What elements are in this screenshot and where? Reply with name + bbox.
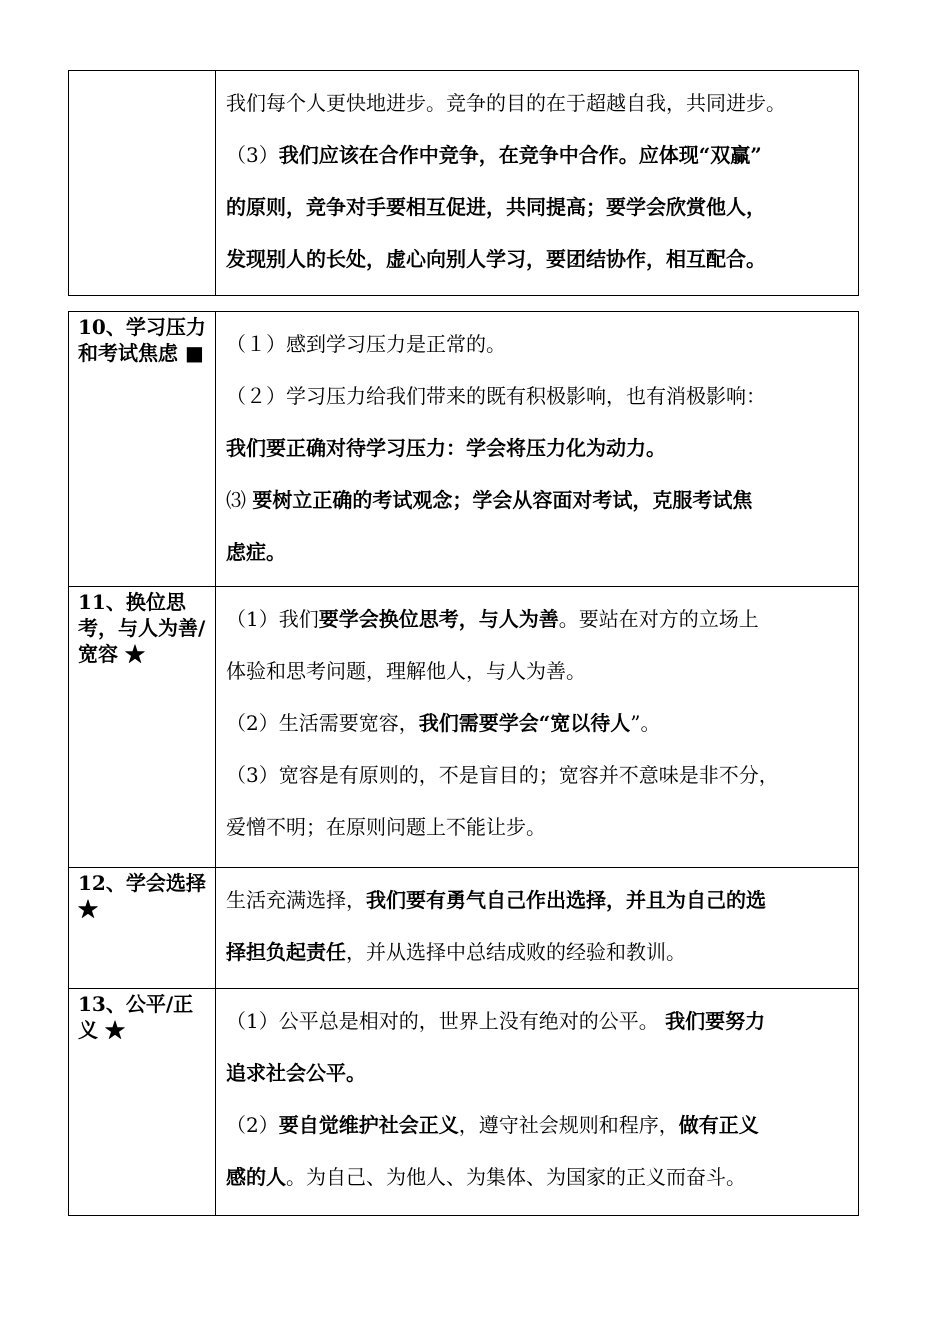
content-line: （１）感到学习压力是正常的。	[226, 332, 506, 356]
content-line: 择担负起责任，并从选择中总结成败的经验和教训。	[226, 940, 686, 964]
content-line: 我们要正确对待学习压力：学会将压力化为动力。	[226, 436, 666, 460]
content-line: 我们每个人更快地进步。竞争的目的在于超越自我，共同进步。	[226, 91, 786, 115]
content-line: （２）学习压力给我们带来的既有积极影响，也有消极影响：	[226, 384, 766, 408]
table-row	[69, 587, 859, 868]
content-cell	[216, 587, 859, 868]
continuation-table	[68, 70, 859, 296]
content-line: （1）公平总是相对的，世界上没有绝对的公平。 我们要努力	[226, 1009, 766, 1033]
content-line: 追求社会公平。	[226, 1061, 366, 1085]
topic-cell: 13、公平/正义 ★	[69, 989, 216, 1216]
content-line: （2）生活需要宽容，我们需要学会“宽以待人”。	[226, 711, 661, 735]
content-line: 生活充满选择，我们要有勇气自己作出选择，并且为自己的选	[226, 888, 766, 912]
table-row	[69, 868, 859, 989]
content-line: （2）要自觉维护社会正义，遵守社会规则和程序，做有正义	[226, 1113, 759, 1137]
topic-cell: 11、换位思考，与人为善/宽容 ★	[69, 587, 216, 868]
content-cell	[216, 989, 859, 1216]
content-line: ⑶ 要树立正确的考试观念；学会从容面对考试，克服考试焦	[226, 488, 753, 512]
content-line: 发现别人的长处，虚心向别人学习，要团结协作，相互配合。	[226, 247, 766, 271]
content-line: 的原则，竞争对手要相互促进，共同提高；要学会欣赏他人，	[226, 195, 766, 219]
topics-table	[68, 311, 859, 1216]
topic-cell: 12、学会选择 ★	[69, 868, 216, 989]
content-line: （3）我们应该在合作中竞争，在竞争中合作。应体现“双赢”	[226, 143, 762, 167]
content-cell	[216, 312, 859, 587]
table-row	[69, 989, 859, 1216]
content-cell	[216, 868, 859, 989]
topic-cell-empty	[69, 71, 216, 296]
content-line: 爱憎不明；在原则问题上不能让步。	[226, 815, 546, 839]
content-line: （3）宽容是有原则的，不是盲目的；宽容并不意味是非不分，	[226, 763, 779, 787]
content-line: （1）我们要学会换位思考，与人为善。要站在对方的立场上	[226, 607, 759, 631]
content-line: 体验和思考问题，理解他人，与人为善。	[226, 659, 586, 683]
table-row	[69, 71, 859, 296]
content-line: 感的人。为自己、为他人、为集体、为国家的正义而奋斗。	[226, 1165, 746, 1189]
content-line: 虑症。	[226, 540, 286, 564]
content-cell	[216, 71, 859, 296]
topic-cell: 10、学习压力和考试焦虑 ■	[69, 312, 216, 587]
table-row	[69, 312, 859, 587]
